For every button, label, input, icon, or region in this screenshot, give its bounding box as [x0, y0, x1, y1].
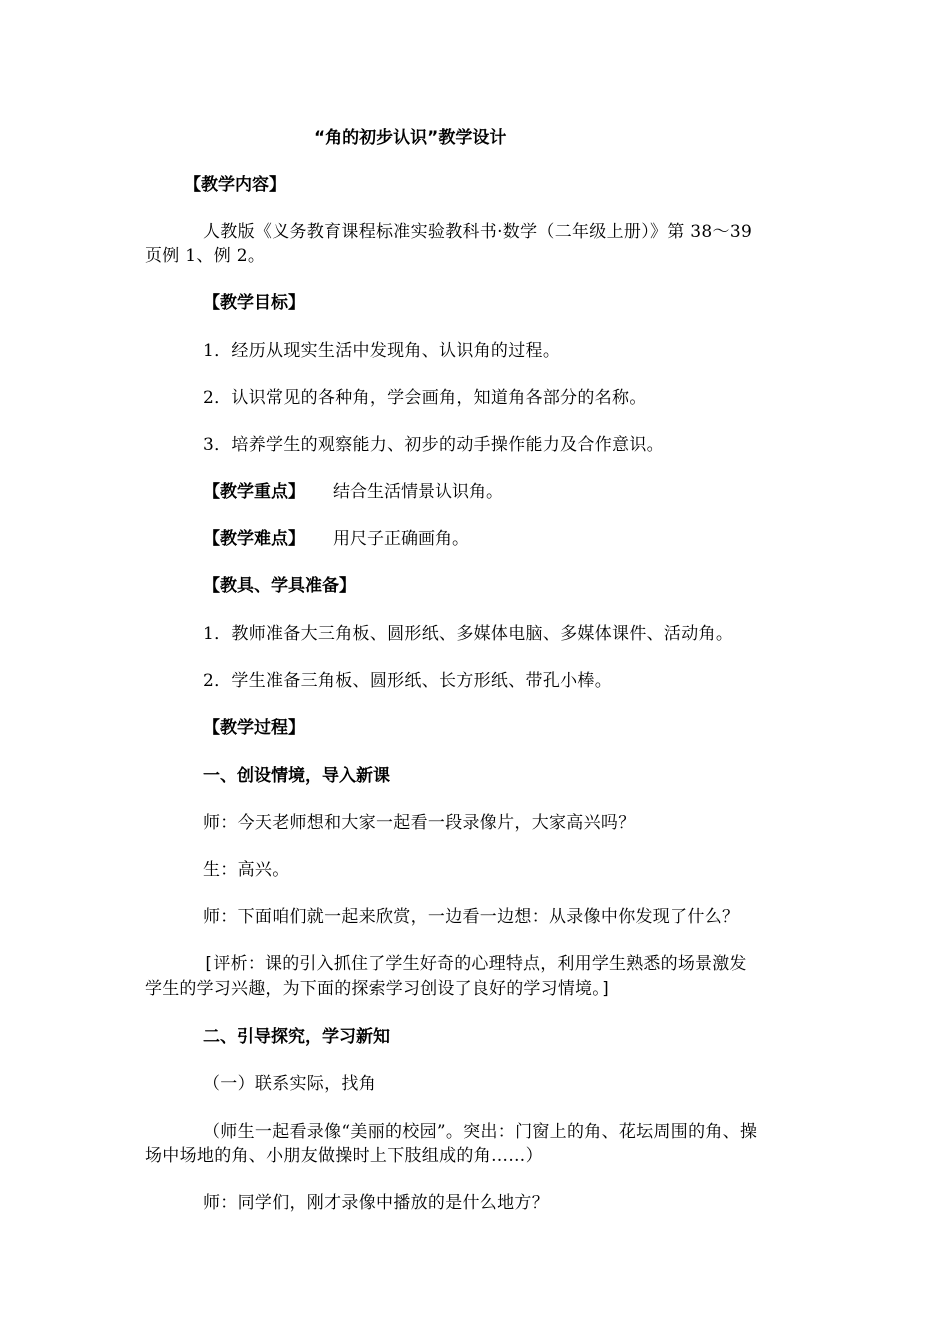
heading-preparation: 【教具、学具准备】 [203, 576, 356, 596]
goal-item-1: 1．经历从现实生活中发现角、认识角的过程。 [203, 341, 561, 361]
dialogue-line-3: 师：下面咱们就一起来欣赏，一边看一边想：从录像中你发现了什么？ [203, 907, 740, 927]
keypoint-row [203, 480, 503, 504]
section-2-heading: 二、引导探究，学习新知 [203, 1027, 390, 1047]
prep-item-1: 1．教师准备大三角板、圆形纸、多媒体电脑、多媒体课件、活动角。 [203, 624, 734, 644]
comment-line-1: [评析：课的引入抓住了学生好奇的心理特点，利用学生熟悉的场景激发 [203, 954, 747, 974]
document-title: “角的初步认识”教学设计 [314, 128, 507, 148]
heading-difficulty: 【教学难点】 [203, 529, 305, 549]
dialogue-line-4: 师：同学们，刚才录像中播放的是什么地方？ [203, 1193, 549, 1213]
subsection-1-heading: （一）联系实际，找角 [203, 1074, 376, 1094]
difficulty-text: 用尺子正确画角。 [333, 529, 469, 549]
content-line-2: 页例 1、例 2。 [145, 246, 266, 266]
content-line-1: 人教版《义务教育课程标准实验教科书·数学（二年级上册）》第 38～39 [203, 222, 753, 242]
section-2-para-line-2: 场中场地的角、小朋友做操时上下肢组成的角……） [145, 1146, 543, 1166]
section-2-para-line-1: （师生一起看录像“美丽的校园”。突出：门窗上的角、花坛周围的角、操 [203, 1122, 758, 1142]
prep-item-2: 2．学生准备三角板、圆形纸、长方形纸、带孔小棒。 [203, 671, 613, 691]
heading-teaching-goals: 【教学目标】 [203, 293, 305, 313]
dialogue-line-1: 师：今天老师想和大家一起看一段录像片，大家高兴吗？ [203, 813, 636, 833]
heading-keypoint: 【教学重点】 [203, 482, 305, 502]
keypoint-text: 结合生活情景认识角。 [333, 482, 503, 502]
goal-item-3: 3．培养学生的观察能力、初步的动手操作能力及合作意识。 [203, 435, 664, 455]
section-1-heading: 一、创设情境，导入新课 [203, 766, 390, 786]
goal-item-2: 2．认识常见的各种角，学会画角，知道角各部分的名称。 [203, 388, 647, 408]
comment-line-2: 学生的学习兴趣，为下面的探索学习创设了良好的学习情境。] [145, 979, 612, 999]
heading-teaching-content: 【教学内容】 [184, 175, 286, 195]
difficulty-row [203, 527, 469, 551]
dialogue-line-2: 生：高兴。 [203, 860, 290, 880]
heading-teaching-process: 【教学过程】 [203, 718, 305, 738]
